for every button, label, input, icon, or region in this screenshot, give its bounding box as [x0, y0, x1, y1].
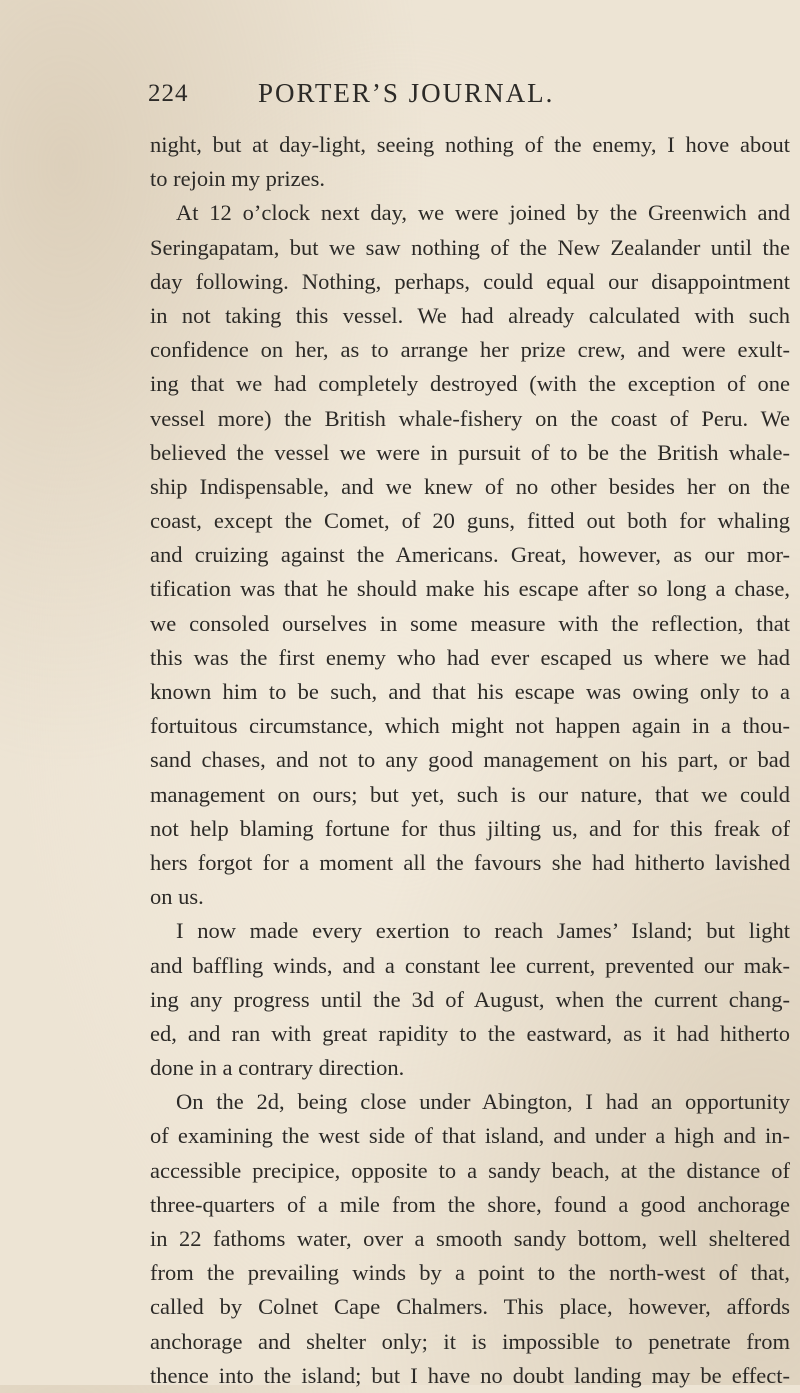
- text-line: and baffling winds, and a constant lee current, prevented our mak-: [150, 952, 790, 978]
- text-line: thence into the island; but I have no doubt landing may be effect-: [150, 1362, 790, 1388]
- text-line: anchorage and shelter only; it is impossible to penetrate from: [150, 1328, 790, 1354]
- text-line: day following. Nothing, perhaps, could equal our disappointment: [150, 268, 790, 294]
- text-line: fortuitous circumstance, which might not happen again in a thou-: [150, 713, 790, 739]
- page-number: 224: [148, 80, 189, 107]
- text-line: this was the first enemy who had ever escaped us where we had: [150, 644, 790, 670]
- text-line: On the 2d, being close under Abington, I had an opportunity: [176, 1089, 790, 1115]
- text-line: on us.: [150, 884, 204, 910]
- page-header: [148, 80, 708, 120]
- text-line: to rejoin my prizes.: [150, 166, 325, 192]
- text-line: I now made every exertion to reach James’ Island; but light: [176, 918, 790, 944]
- text-line: of examining the west side of that island, and under a high and in-: [150, 1123, 790, 1149]
- text-line: called by Colnet Cape Chalmers. This place, however, affords: [150, 1294, 790, 1320]
- text-line: in not taking this vessel. We had already calculated with such: [150, 302, 790, 328]
- text-line: ing any progress until the 3d of August, when the current chang-: [150, 986, 790, 1012]
- text-line: believed the vessel we were in pursuit of to be the British whale-: [150, 439, 790, 465]
- text-line: Seringapatam, but we saw nothing of the New Zealander until the: [150, 234, 790, 260]
- text-line: night, but at day-light, seeing nothing of the enemy, I hove about: [150, 132, 790, 157]
- running-head: PORTER’S JOURNAL.: [258, 78, 555, 108]
- text-line: accessible precipice, opposite to a sandy beach, at the distance of: [150, 1157, 790, 1183]
- text-line: done in a contrary direction.: [150, 1055, 405, 1081]
- text-line: ed, and ran with great rapidity to the eastward, as it had hitherto: [150, 1020, 790, 1046]
- text-line: vessel more) the British whale-fishery on the coast of Peru. We: [150, 405, 790, 431]
- text-line: and cruizing against the Americans. Great, however, as our mor-: [150, 542, 790, 568]
- text-line: ing that we had completely destroyed (with the exception of one: [150, 371, 790, 397]
- text-line: At 12 o’clock next day, we were joined by the Greenwich and: [176, 200, 790, 226]
- body-text: [150, 128, 790, 1393]
- text-line: management on ours; but yet, such is our nature, that we could: [150, 781, 790, 807]
- text-line: from the prevailing winds by a point to the north-west of that,: [150, 1260, 790, 1286]
- text-line: in 22 fathoms water, over a smooth sandy bottom, well sheltered: [150, 1226, 790, 1251]
- text-line: we consoled ourselves in some measure with the reflection, that: [150, 610, 790, 636]
- text-line: tification was that he should make his escape after so long a chase,: [150, 576, 790, 602]
- text-line: not help blaming fortune for thus jilting us, and for this freak of: [150, 815, 790, 841]
- text-line: sand chases, and not to any good management on his part, or bad: [150, 747, 790, 773]
- text-line: hers forgot for a moment all the favours she had hitherto lavished: [150, 849, 790, 875]
- text-line: known him to be such, and that his escape was owing only to a: [150, 679, 790, 704]
- text-line: three-quarters of a mile from the shore, found a good anchorage: [150, 1191, 790, 1217]
- text-line: coast, except the Comet, of 20 guns, fitted out both for whaling: [150, 508, 790, 534]
- text-line: ship Indispensable, and we knew of no other besides her on the: [150, 473, 790, 499]
- text-line: confidence on her, as to arrange her prize crew, and were exult-: [150, 337, 790, 363]
